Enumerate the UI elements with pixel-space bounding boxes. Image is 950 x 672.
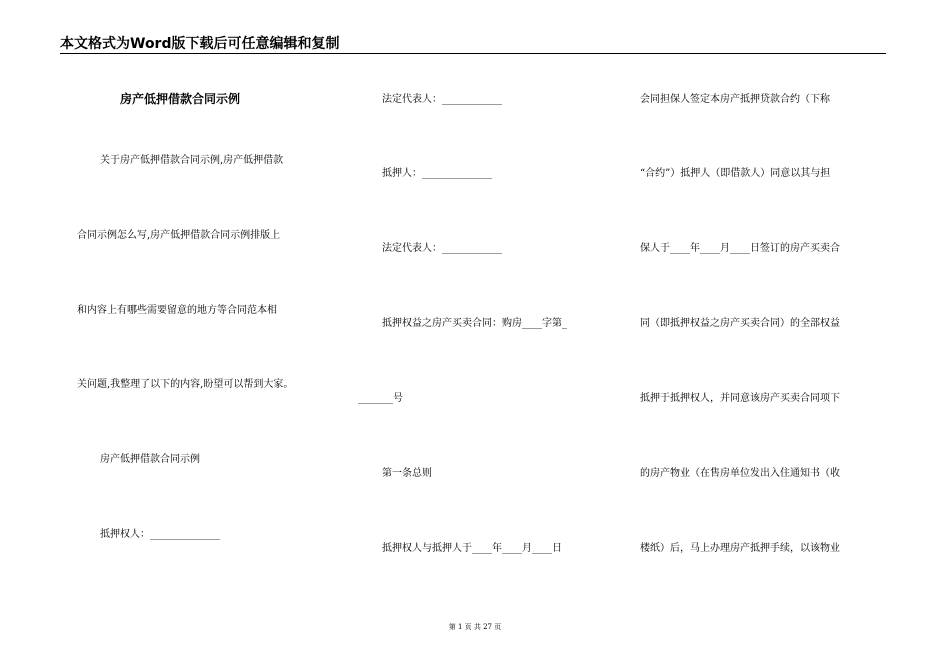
legal-representative-field: 法定代表人：____________	[382, 94, 502, 105]
purchase-contract-field: 抵押权益之房产买卖合同：购房____字第_	[382, 318, 567, 329]
page-number: 第 1 页 共 27 页	[448, 623, 502, 631]
text-line: 和内容上有哪些需要留意的地方等合同范本相	[77, 305, 277, 316]
text-line: “合约”）抵押人（即借款人）同意以其与担	[640, 168, 831, 179]
document-title: 房产低押借款合同示例	[120, 92, 241, 106]
contract-number-field: _______号	[358, 393, 403, 404]
header-divider	[60, 53, 886, 54]
text-line: 合同示例怎么写,房产低押借款合同示例排版上	[77, 230, 281, 241]
text-line: 会同担保人签定本房产抵押贷款合约（下称	[640, 94, 830, 105]
text-line: 的房产物业（在售房单位发出入住通知书（收	[640, 468, 840, 479]
text-line: 关于房产低押借款合同示例,房产低押借款	[100, 155, 284, 166]
legal-representative-field: 法定代表人：____________	[382, 243, 502, 254]
mortgagor-field: 抵押人：______________	[382, 168, 492, 179]
text-line: 抵押权人与抵押人于____年____月____日	[382, 543, 562, 554]
mortgagee-field: 抵押权人：______________	[100, 529, 220, 540]
text-line: 同（即抵押权益之房产买卖合同）的全部权益	[640, 318, 840, 329]
text-line: 楼纸）后，马上办理房产抵押手续，以该物业	[640, 543, 840, 554]
text-line: 保人于____年____月____日签订的房产买卖合	[640, 243, 840, 254]
section-heading: 房产低押借款合同示例	[100, 454, 200, 465]
text-line: 关问题,我整理了以下的内容,盼望可以帮到大家。	[77, 379, 294, 390]
text-line: 抵押于抵押权人，并同意该房产买卖合同项下	[640, 393, 840, 404]
article-heading: 第一条总则	[382, 468, 432, 479]
page-header: 本文格式为Word版下载后可任意编辑和复制	[60, 36, 340, 52]
